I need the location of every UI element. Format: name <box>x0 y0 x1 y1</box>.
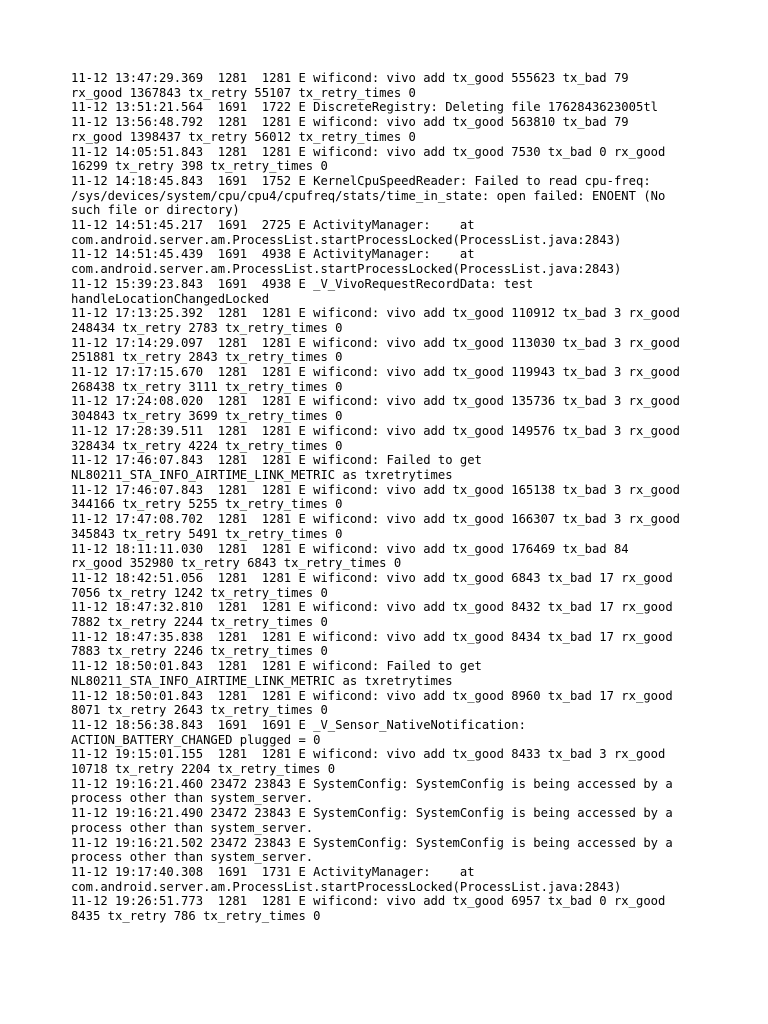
log-line: 11-12 14:05:51.843 1281 1281 E wificond: vivo add tx_good 7530 tx_bad 0 rx_good 16299 tx_retry 398 tx_retry_times 0 <box>71 144 666 174</box>
log-line: 11-12 19:16:21.502 23472 23843 E SystemConfig: SystemConfig is being accessed by a process other than system_server. <box>71 835 673 865</box>
log-line: 11-12 14:51:45.439 1691 4938 E ActivityManager: at com.android.server.am.ProcessList.startProcessLocked(ProcessList.java:2843) <box>71 247 622 277</box>
log-line: 11-12 17:46:07.843 1281 1281 E wificond: vivo add tx_good 165138 tx_bad 3 rx_good 344166 tx_retry 5255 tx_retry_times 0 <box>71 482 681 512</box>
log-line: 11-12 13:47:29.369 1281 1281 E wificond: vivo add tx_good 555623 tx_bad 79 rx_good 1367843 tx_retry 55107 tx_retry_times 0 <box>71 71 629 100</box>
log-line: 11-12 18:42:51.056 1281 1281 E wificond: vivo add tx_good 6843 tx_bad 17 rx_good 7056 tx_retry 1242 tx_retry_times 0 <box>71 570 673 600</box>
log-line: 11-12 14:18:45.843 1691 1752 E KernelCpuSpeedReader: Failed to read cpu-freq: /sys/devices/system/cpu/cpu4/cpufreq/stats/time_in_state: open failed: ENOENT (No such file or directory) <box>71 173 666 218</box>
log-line: 11-12 17:46:07.843 1281 1281 E wificond: Failed to get NL80211_STA_INFO_AIRTIME_LINK_METRIC as txretrytimes <box>71 453 482 482</box>
log-line: 11-12 18:50:01.843 1281 1281 E wificond: vivo add tx_good 8960 tx_bad 17 rx_good 8071 tx_retry 2643 tx_retry_times 0 <box>71 688 673 718</box>
log-line: 11-12 13:56:48.792 1281 1281 E wificond: vivo add tx_good 563810 tx_bad 79 rx_good 1398437 tx_retry 56012 tx_retry_times 0 <box>71 115 629 144</box>
log-line: 11-12 19:16:21.460 23472 23843 E SystemConfig: SystemConfig is being accessed by a process other than system_server. <box>71 776 673 806</box>
log-line: 11-12 14:51:45.217 1691 2725 E ActivityManager: at com.android.server.am.ProcessList.startProcessLocked(ProcessList.java:2843) <box>71 218 622 247</box>
log-line: 11-12 18:11:11.030 1281 1281 E wificond: vivo add tx_good 176469 tx_bad 84 rx_good 352980 tx_retry 6843 tx_retry_times 0 <box>71 541 629 571</box>
log-line: 11-12 17:24:08.020 1281 1281 E wificond: vivo add tx_good 135736 tx_bad 3 rx_good 304843 tx_retry 3699 tx_retry_times 0 <box>71 394 681 424</box>
log-line: 11-12 19:17:40.308 1691 1731 E ActivityManager: at com.android.server.am.ProcessList.startProcessLocked(ProcessList.java:2843) <box>71 864 622 894</box>
log-line: 11-12 18:56:38.843 1691 1691 E _V_Sensor_NativeNotification: ACTION_BATTERY_CHANGED plugged = 0 <box>71 717 526 747</box>
log-line: 11-12 18:47:32.810 1281 1281 E wificond: vivo add tx_good 8432 tx_bad 17 rx_good 7882 tx_retry 2244 tx_retry_times 0 <box>71 600 673 630</box>
log-line: 11-12 17:28:39.511 1281 1281 E wificond: vivo add tx_good 149576 tx_bad 3 rx_good 328434 tx_retry 4224 tx_retry_times 0 <box>71 423 681 453</box>
log-line: 11-12 19:15:01.155 1281 1281 E wificond: vivo add tx_good 8433 tx_bad 3 rx_good 10718 tx_retry 2204 tx_retry_times 0 <box>71 747 666 777</box>
log-line: 11-12 19:26:51.773 1281 1281 E wificond: vivo add tx_good 6957 tx_bad 0 rx_good 8435 tx_retry 786 tx_retry_times 0 <box>71 894 666 924</box>
log-line: 11-12 15:39:23.843 1691 4938 E _V_VivoRequestRecordData: test handleLocationChangedLocked <box>71 276 534 306</box>
log-line: 11-12 19:16:21.490 23472 23843 E SystemConfig: SystemConfig is being accessed by a process other than system_server. <box>71 806 673 835</box>
log-line: 11-12 17:14:29.097 1281 1281 E wificond: vivo add tx_good 113030 tx_bad 3 rx_good 251881 tx_retry 2843 tx_retry_times 0 <box>71 335 681 365</box>
log-line: 11-12 17:47:08.702 1281 1281 E wificond: vivo add tx_good 166307 tx_bad 3 rx_good 345843 tx_retry 5491 tx_retry_times 0 <box>71 512 681 541</box>
log-document <box>71 71 711 924</box>
log-line: 11-12 13:51:21.564 1691 1722 E DiscreteRegistry: Deleting file 1762843623005tl <box>71 100 658 115</box>
log-line: 11-12 18:47:35.838 1281 1281 E wificond: vivo add tx_good 8434 tx_bad 17 rx_good 7883 tx_retry 2246 tx_retry_times 0 <box>71 629 673 659</box>
log-line: 11-12 18:50:01.843 1281 1281 E wificond: Failed to get NL80211_STA_INFO_AIRTIME_LINK_METRIC as txretrytimes <box>71 659 482 688</box>
log-line: 11-12 17:13:25.392 1281 1281 E wificond: vivo add tx_good 110912 tx_bad 3 rx_good 248434 tx_retry 2783 tx_retry_times 0 <box>71 306 681 335</box>
log-line: 11-12 17:17:15.670 1281 1281 E wificond: vivo add tx_good 119943 tx_bad 3 rx_good 268438 tx_retry 3111 tx_retry_times 0 <box>71 365 681 394</box>
